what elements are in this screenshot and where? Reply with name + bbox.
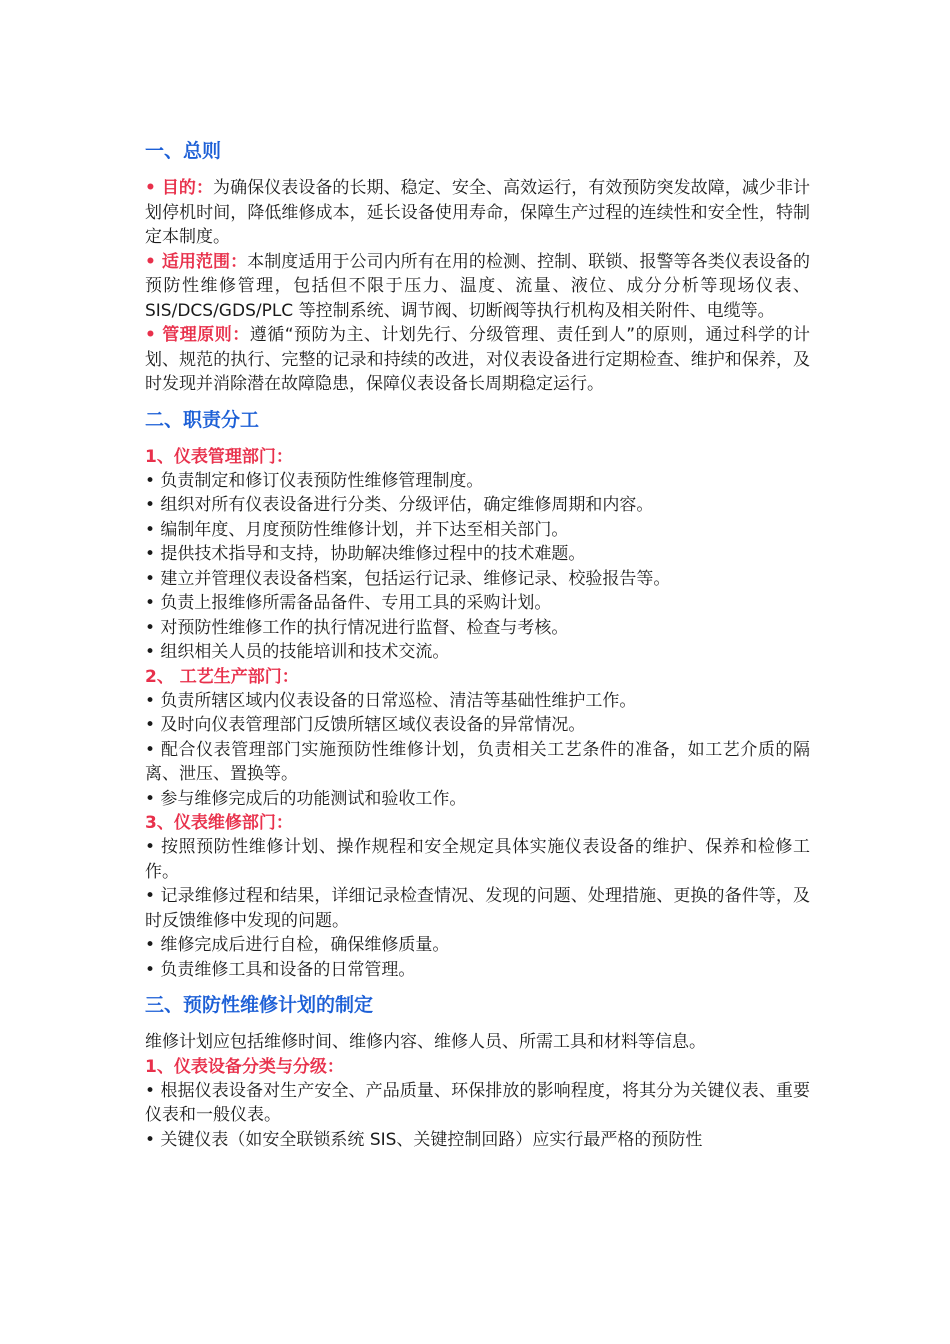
list-item: • 组织对所有仪表设备进行分类、分级评估，确定维修周期和内容。 <box>145 495 654 515</box>
list-item: • 建立并管理仪表设备档案，包括运行记录、维修记录、校验报告等。 <box>145 568 671 589</box>
list-item: • 按照预防性维修计划、操作规程和安全规定具体实施仪表设备的维护、保养和检修工作。 <box>145 837 810 882</box>
subheading-process-production: 2、 工艺生产部门： <box>145 666 299 687</box>
list-item: • 负责制定和修订仪表预防性维修管理制度。 <box>145 470 484 491</box>
section-heading-general: 一、总则 <box>145 140 222 162</box>
text-scope: 本制度适用于公司内所有在用的检测、控制、联锁、报警等各类仪表设备的预防性维修管理，包括但不限于压力、温度、流量、液位、成分分析等现场仪表、SIS/DCS/GDS/PLC 等控制系统、调节阀、切断阀等执行机构及相关附件、电缆等。 <box>145 251 810 321</box>
text-purpose: 为确保仪表设备的长期、稳定、安全、高效运行，有效预防突发故障，减少非计划停机时间，降低维修成本，延长设备使用寿命，保障生产过程的连续性和安全性，特制定本制度。 <box>145 178 811 247</box>
list-item: • 根据仪表设备对生产安全、产品质量、环保排放的影响程度，将其分为关键仪表、重要仪表和一般仪表。 <box>145 1080 810 1125</box>
list-item: • 负责维修工具和设备的日常管理。 <box>145 959 416 980</box>
paragraph-plan-intro: 维修计划应包括维修时间、维修内容、维修人员、所需工具和材料等信息。 <box>145 1032 706 1052</box>
list-item: • 负责所辖区域内仪表设备的日常巡检、清洁等基础性维护工作。 <box>145 690 637 711</box>
list-item: • 配合仪表管理部门实施预防性维修计划，负责相关工艺条件的准备，如工艺介质的隔离、泄压、置换等。 <box>145 739 810 784</box>
subheading-instrument-management: 1、仪表管理部门： <box>145 446 293 467</box>
list-item: • 关键仪表（如安全联锁系统 SIS、关键控制回路）应实行最严格的预防性 <box>145 1129 703 1150</box>
list-item: • 维修完成后进行自检，确保维修质量。 <box>145 935 450 955</box>
list-item: • 及时向仪表管理部门反馈所辖区域仪表设备的异常情况。 <box>145 715 586 735</box>
label-scope: • 适用范围： <box>145 251 248 272</box>
paragraph-principle <box>145 323 810 397</box>
text-principle: 遵循“预防为主、计划先行、分级管理、责任到人”的原则，通过科学的计划、规范的执行、完整的记录和持续的改进，对仪表设备进行定期检查、维护和保养，及时发现并消除潜在故障隐患，保障仪表设备长周期稳定运行。 <box>145 325 810 394</box>
list-item: • 参与维修完成后的功能测试和验收工作。 <box>145 788 467 809</box>
label-purpose: • 目的： <box>145 178 214 198</box>
section-heading-responsibilities: 二、职责分工 <box>145 408 260 431</box>
list-item: • 记录维修过程和结果，详细记录检查情况、发现的问题、处理措施、更换的备件等，及时反馈维修中发现的问题。 <box>145 886 810 931</box>
subheading-classification: 1、仪表设备分类与分级： <box>145 1056 344 1077</box>
label-principle: • 管理原则： <box>145 325 250 345</box>
subheading-instrument-maintenance: 3、仪表维修部门： <box>145 813 293 833</box>
document-body <box>145 134 810 1152</box>
list-item: • 对预防性维修工作的执行情况进行监督、检查与考核。 <box>145 617 569 638</box>
paragraph-scope <box>145 250 810 324</box>
list-item: • 编制年度、月度预防性维修计划，并下达至相关部门。 <box>145 519 569 540</box>
list-item: • 组织相关人员的技能培训和技术交流。 <box>145 642 450 662</box>
paragraph-purpose <box>145 176 810 250</box>
section-heading-plan: 三、预防性维修计划的制定 <box>145 994 374 1016</box>
list-item: • 负责上报维修所需备品备件、专用工具的采购计划。 <box>145 593 552 613</box>
list-item: • 提供技术指导和支持，协助解决维修过程中的技术难题。 <box>145 544 586 564</box>
